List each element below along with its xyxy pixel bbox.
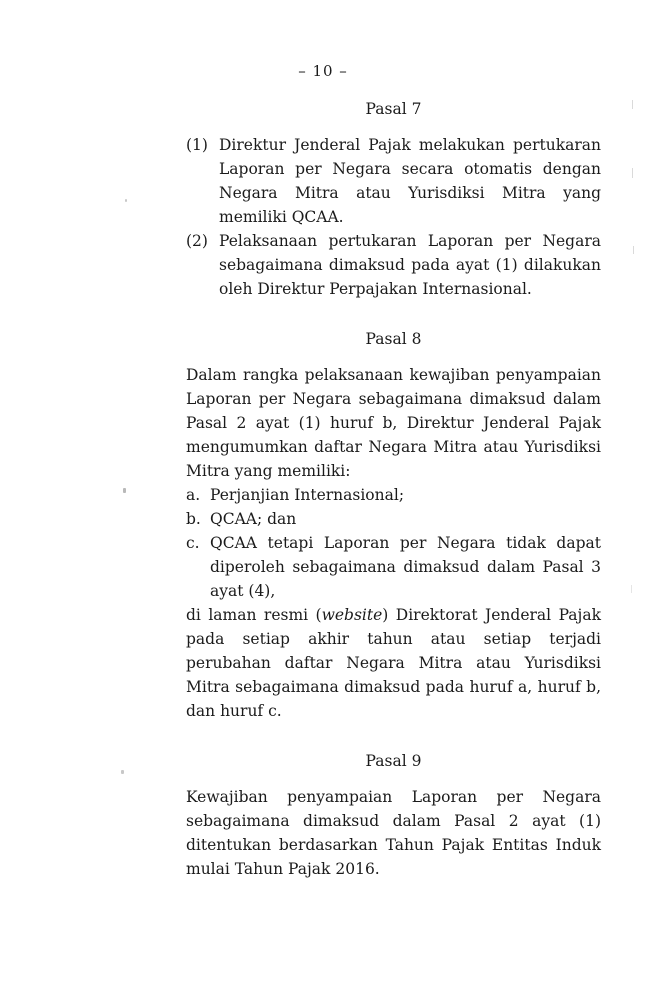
item-marker: (1) bbox=[186, 136, 208, 154]
scan-speck bbox=[632, 168, 633, 178]
list-item bbox=[186, 507, 601, 531]
closing-text-before: di laman resmi ( bbox=[186, 606, 322, 624]
scan-speck bbox=[121, 770, 124, 774]
section-heading: Pasal 7 bbox=[365, 100, 422, 118]
section-intro: Kewajiban penyampaian Laporan per Negara sebagaimana dimaksud dalam Pasal 2 ayat (1) ditentukan berdasarkan Tahun Pajak Entitas Induk mulai Tahun Pajak 2016. bbox=[186, 788, 601, 878]
item-marker: c. bbox=[186, 534, 200, 552]
scan-speck bbox=[632, 100, 633, 109]
page-number: – 10 – bbox=[298, 62, 348, 80]
item-text: Pelaksanaan pertukaran Laporan per Negara sebagaimana dimaksud pada ayat (1) dilakukan oleh Direktur Perpajakan Internasional. bbox=[219, 232, 601, 298]
section-pasal-9 bbox=[186, 749, 601, 881]
section-pasal-8 bbox=[186, 327, 601, 723]
scan-speck bbox=[633, 246, 634, 254]
item-text: Perjanjian Internasional; bbox=[210, 486, 405, 504]
section-pasal-7 bbox=[186, 97, 601, 301]
item-marker: a. bbox=[186, 486, 201, 504]
list-item bbox=[186, 229, 601, 301]
scan-speck bbox=[125, 199, 127, 202]
lettered-list bbox=[186, 483, 601, 603]
item-text: QCAA tetapi Laporan per Negara tidak dapat diperoleh sebagaimana dimaksud dalam Pasal 3 ayat (4), bbox=[210, 534, 601, 600]
section-intro: Dalam rangka pelaksanaan kewajiban penyampaian Laporan per Negara sebagaimana dimaksud dalam Pasal 2 ayat (1) huruf b, Direktur Jenderal Pajak mengumumkan daftar Negara Mitra atau Yurisdiksi Mitra yang memiliki: bbox=[186, 366, 601, 480]
scan-speck bbox=[631, 585, 632, 593]
item-text: Direktur Jenderal Pajak melakukan pertukaran Laporan per Negara secara otomatis dengan Negara Mitra atau Yurisdiksi Mitra yang memiliki QCAA. bbox=[219, 136, 601, 226]
list-item bbox=[186, 531, 601, 603]
item-marker: b. bbox=[186, 510, 201, 528]
document-body bbox=[186, 97, 601, 881]
list-item bbox=[186, 133, 601, 229]
section-closing bbox=[186, 603, 601, 723]
section-heading: Pasal 8 bbox=[365, 330, 422, 348]
closing-text-after: ) Direktorat Jenderal Pajak pada setiap akhir tahun atau setiap terjadi perubahan daftar Negara Mitra atau Yurisdiksi Mitra sebagaimana dimaksud pada huruf a, huruf b, dan huruf c. bbox=[186, 606, 601, 720]
list-item bbox=[186, 483, 601, 507]
scan-speck bbox=[123, 488, 126, 493]
section-heading: Pasal 9 bbox=[365, 752, 422, 770]
item-text: QCAA; dan bbox=[210, 510, 297, 528]
numbered-list bbox=[186, 133, 601, 301]
item-marker: (2) bbox=[186, 232, 208, 250]
closing-text-italic: website bbox=[321, 606, 383, 624]
